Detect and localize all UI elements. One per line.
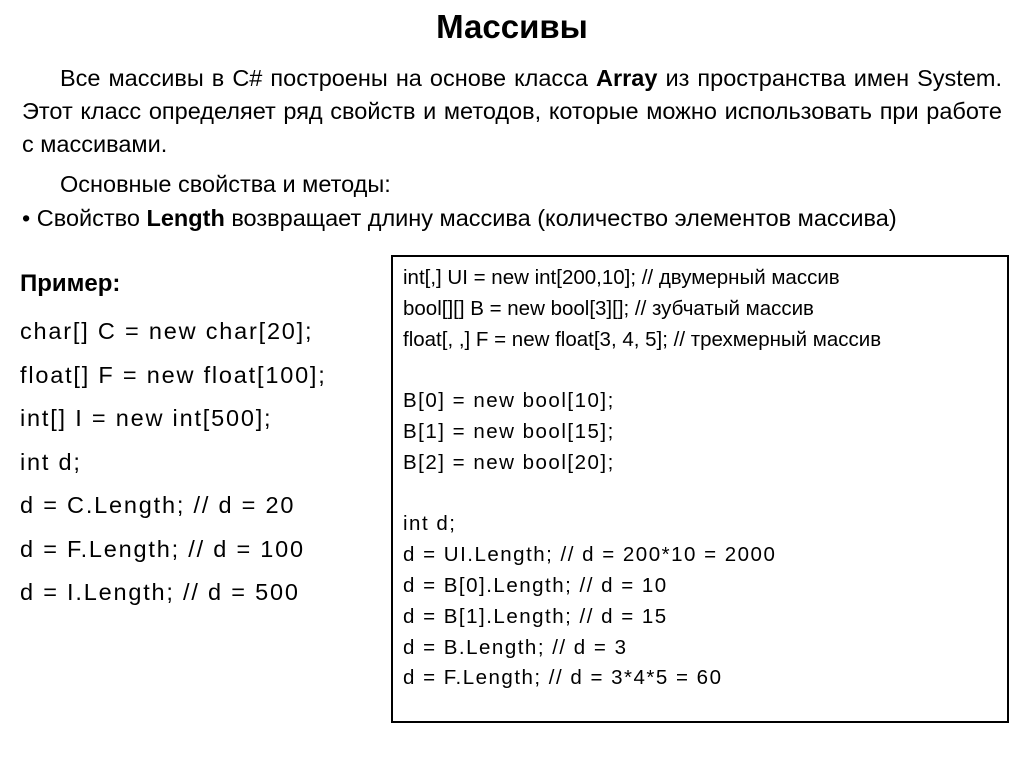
intro-text-before: Все массивы в C# построены на основе класса <box>60 65 597 91</box>
box-code-line: int[,] UI = new int[200,10]; // двумерный массив <box>403 266 840 289</box>
length-bullet <box>22 202 1002 235</box>
code-line: int[] I = new int[500]; <box>20 405 273 431</box>
box-code-line: B[1] = new bool[15]; <box>403 419 615 443</box>
box-blank-line <box>403 355 1007 386</box>
code-box <box>391 255 1009 723</box>
left-code-block <box>20 310 390 615</box>
code-line: d = F.Length; // d = 100 <box>20 535 305 562</box>
box-blank-line <box>403 479 1007 510</box>
code-line: d = I.Length; // d = 500 <box>20 579 300 605</box>
array-class-name: Array <box>596 65 658 91</box>
box-code-line: d = B[1].Length; // d = 15 <box>403 604 668 628</box>
box-code-line: d = B[0].Length; // d = 10 <box>403 573 668 597</box>
page-title: Массивы <box>436 8 588 45</box>
bullet-text-before: Свойство <box>30 205 147 231</box>
box-code-line: d = UI.Length; // d = 200*10 = 2000 <box>403 543 777 567</box>
intro-paragraph <box>22 62 1002 161</box>
box-code-line: float[, ,] F = new float[3, 4, 5]; // трехмерный массив <box>403 327 882 351</box>
code-line: char[] C = new char[20]; <box>20 318 314 344</box>
example-label: Пример: <box>20 270 121 297</box>
code-line: float[] F = new float[100]; <box>20 361 327 388</box>
box-code-line: bool[][] B = new bool[3][]; // зубчатый массив <box>403 296 814 320</box>
box-code-line: B[0] = new bool[10]; <box>403 389 615 413</box>
length-property-name: Length <box>146 205 225 231</box>
bullet-marker: • <box>22 205 31 231</box>
methods-heading <box>22 168 1002 201</box>
box-code-line: B[2] = new bool[20]; <box>403 450 615 474</box>
box-code-line: d = B.Length; // d = 3 <box>403 635 628 659</box>
box-code-line: int d; <box>403 512 457 536</box>
methods-heading-text: Основные свойства и методы: <box>60 171 391 197</box>
code-line: int d; <box>20 448 82 475</box>
code-line: d = C.Length; // d = 20 <box>20 492 296 518</box>
bullet-text-after: возвращает длину массива (количество элементов массива) <box>224 205 897 231</box>
intro-text-after: из пространства имен System. Этот класс определяет ряд свойств и методов, которые можно использовать при работе с массивами. <box>22 65 1002 157</box>
box-code-line: d = F.Length; // d = 3*4*5 = 60 <box>403 666 723 690</box>
